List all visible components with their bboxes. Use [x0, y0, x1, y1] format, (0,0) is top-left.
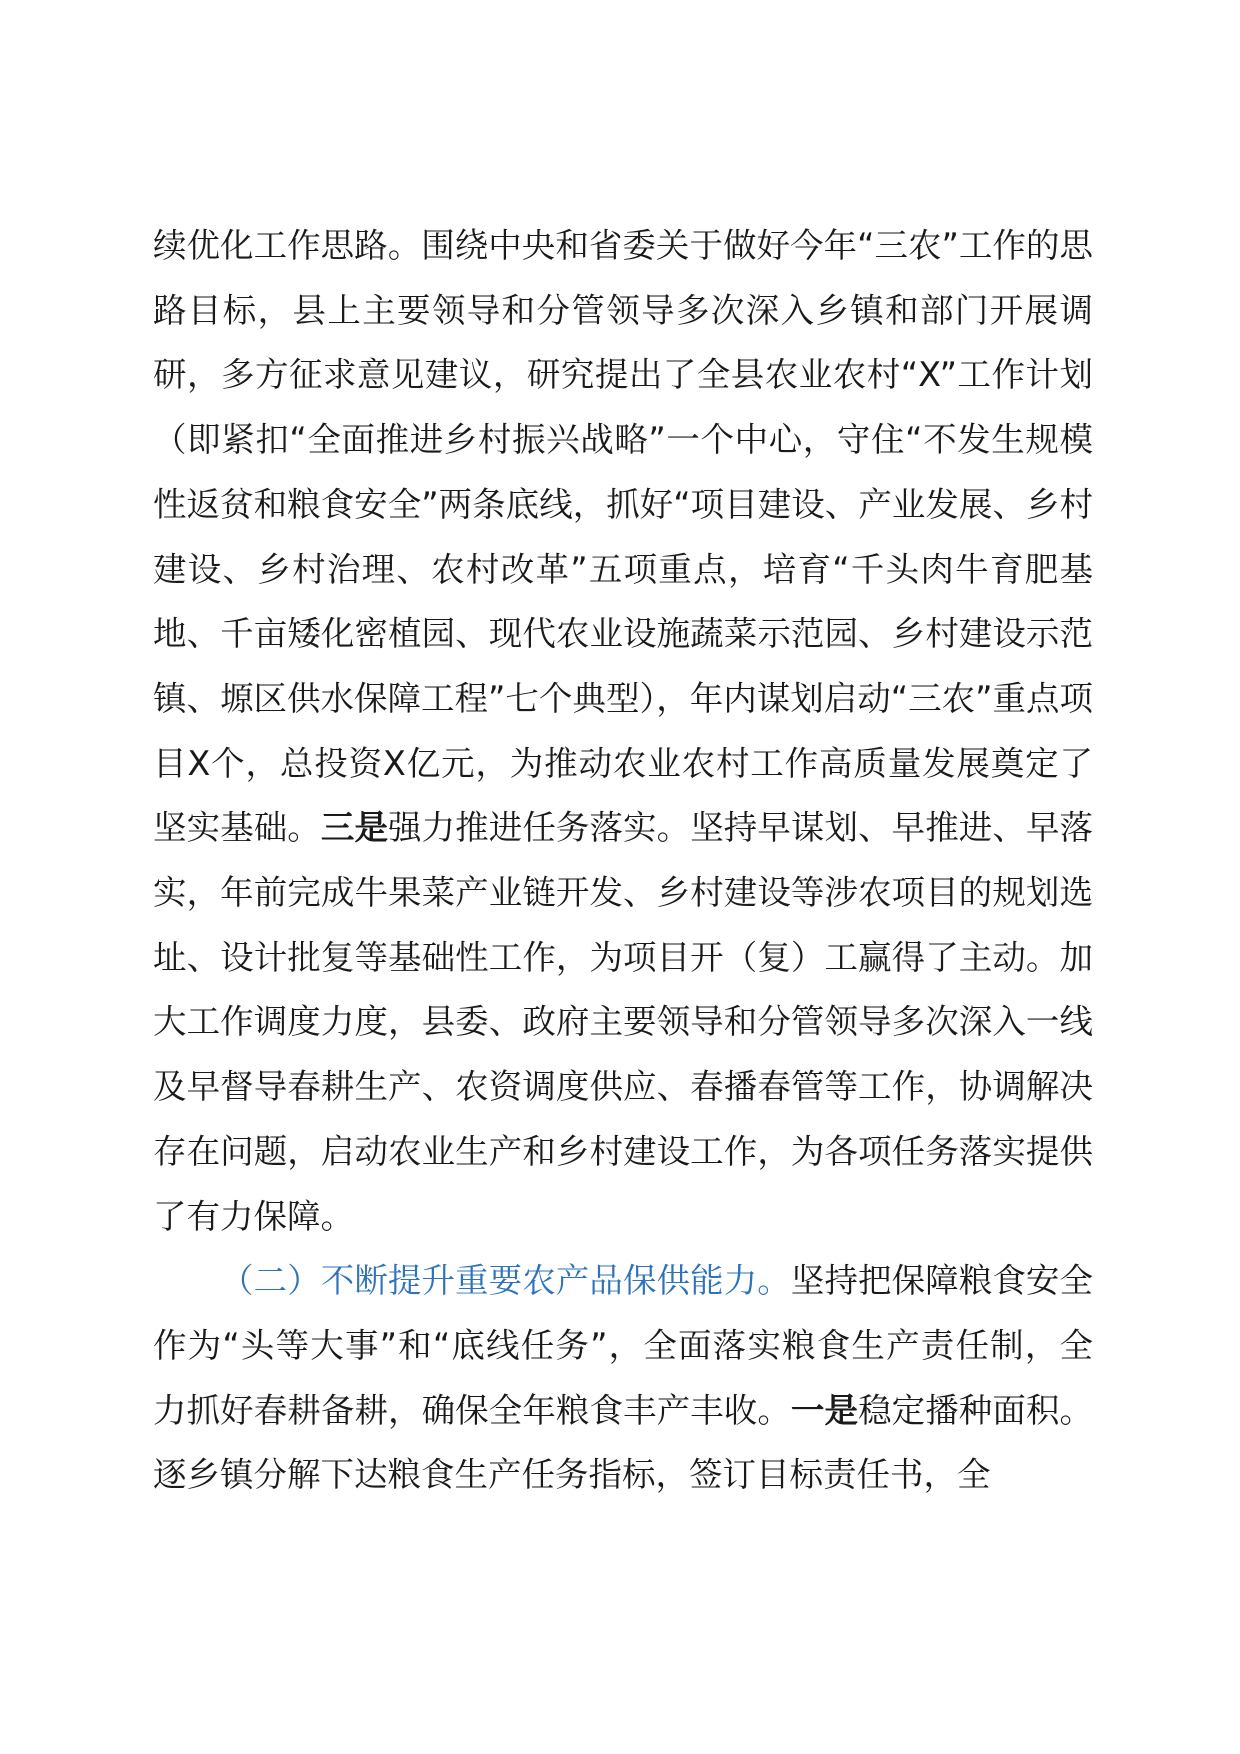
section-heading: （二）不断提升重要农产品保供能力。	[220, 1261, 791, 1301]
paragraph-text: 稳定播种面积。逐乡镇分解下达粮食生产任务指标，签订目标责任书，全	[153, 1390, 1094, 1495]
paragraph-text: 强力推进任务落实。坚持早谋划、早推进、早落实，年前完成牛果菜产业链开发、乡村建设等涉农项目的规划选址、设计批复等基础性工作，为项目开（复）工赢得了主动。加大工作调度力度，县委、政府主要领导和分管领导多次深入一线及早督导春耕生产、农资调度供应、春播春管等工作，协调解决存在问题，启动农业生产和乡村建设工作，为各项任务落实提供了有力保障。	[153, 808, 1094, 1236]
paragraph-section-2	[153, 1249, 1093, 1508]
bold-lead-term: 一是	[790, 1390, 859, 1430]
bold-lead-term: 三是	[320, 808, 389, 848]
paragraph-text: 续优化工作思路。围绕中央和省委关于做好今年“三农”工作的思路目标，县上主要领导和分管领导多次深入乡镇和部门开展调研，多方征求意见建议，研究提出了全县农业农村“X”工作计划（即紧扣“全面推进乡村振兴战略”一个中心，守住“不发生规模性返贫和粮食安全”两条底线，抓好“项目建设、产业发展、乡村建设、乡村治理、农村改革”五项重点，培育“千头肉牛育肥基地、千亩矮化密植园、现代农业设施蔬菜示范园、乡村建设示范镇、塬区供水保障工程”七个典型），年内谋划启动“三农”重点项目X个，总投资X亿元，为推动农业农村工作高质量发展奠定了坚实基础。	[153, 226, 1093, 848]
paragraph-text: 坚持把保障粮食安全作为“头等大事”和“底线任务”，全面落实粮食生产责任制，全力抓好春耕备耕，确保全年粮食丰产丰收。	[153, 1261, 1093, 1430]
document-body	[153, 214, 1093, 1508]
paragraph-continuation	[153, 214, 1093, 1249]
